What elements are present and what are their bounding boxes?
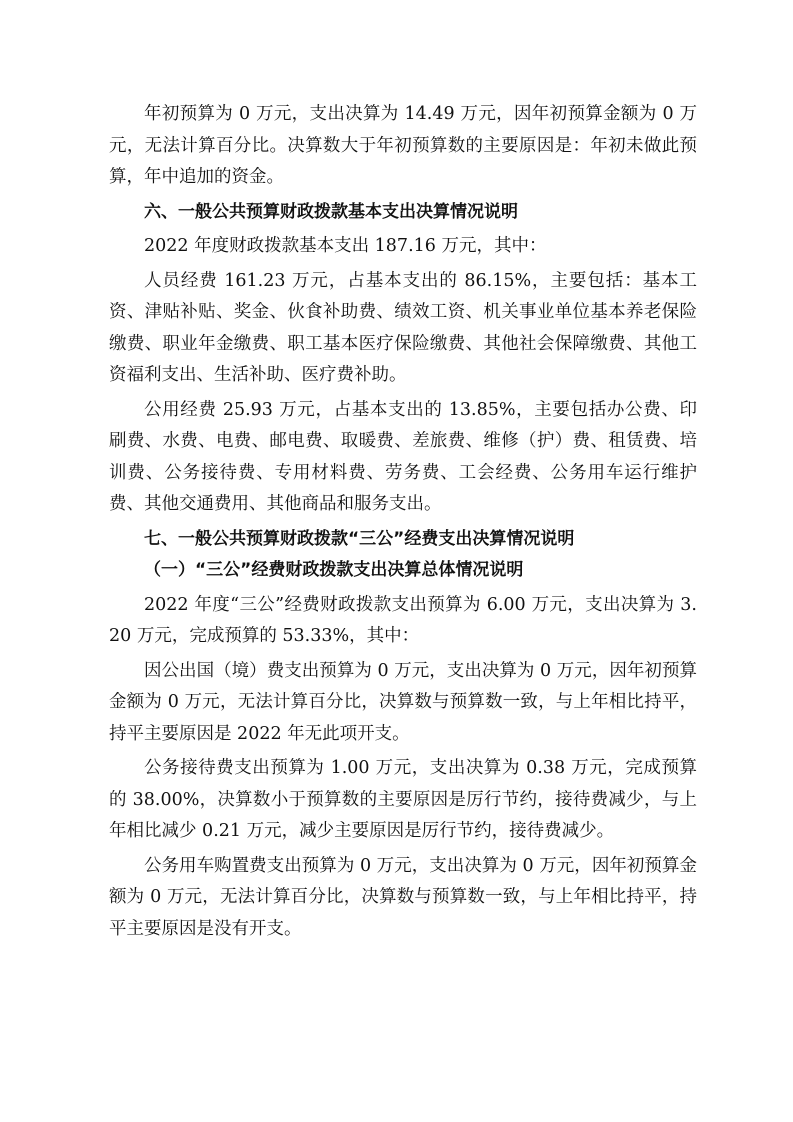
- paragraph-public-expenses: 公用经费 25.93 万元，占基本支出的 13.85%，主要包括办公费、印刷费、水费、电费、邮电费、取暖费、差旅费、维修（护）费、租赁费、培训费、公务接待费、专用材料费、劳务费、工会经费、公务用车运行维护费、其他交通费用、其他商品和服务支出。: [109, 399, 697, 514]
- paragraph-overseas-travel: 因公出国（境）费支出预算为 0 万元，支出决算为 0 万元，因年初预算金额为 0 万元，无法计算百分比，决算数与预算数一致，与上年相比持平，持平主要原因是 2022 年无此项开支。: [109, 660, 697, 744]
- document-body: [109, 99, 697, 945]
- paragraph-basic-expenditure-total: 2022 年度财政拨款基本支出 187.16 万元，其中：: [144, 236, 547, 256]
- paragraph-budget-increase: 年初预算为 0 万元，支出决算为 14.49 万元，因年初预算金额为 0 万元，无法计算百分比。决算数大于年初预算数的主要原因是：年初未做此预算，年中追加的资金。: [109, 104, 697, 187]
- subsection-heading-7-1: （一）“三公”经费财政拨款支出决算总体情况说明: [144, 560, 524, 580]
- paragraph-three-public-total: 2022 年度“三公”经费财政拨款支出预算为 6.00 万元，支出决算为 3.20 万元，完成预算的 53.33%，其中：: [109, 594, 697, 646]
- paragraph-official-reception: 公务接待费支出预算为 1.00 万元，支出决算为 0.38 万元，完成预算的 38.00%，决算数小于预算数的主要原因是厉行节约，接待费减少，与上年相比减少 0.21 万元，减少主要原因是厉行节约，接待费减少。: [109, 758, 697, 841]
- paragraph-vehicle-purchase: 公务用车购置费支出预算为 0 万元，支出决算为 0 万元，因年初预算金额为 0 万元，无法计算百分比，决算数与预算数一致，与上年相比持平，持平主要原因是没有开支。: [109, 855, 697, 939]
- section-heading-7: 七、一般公共预算财政拨款“三公”经费支出决算情况说明: [144, 528, 575, 549]
- paragraph-personnel-expenses: 人员经费 161.23 万元，占基本支出的 86.15%，主要包括：基本工资、津贴补贴、奖金、伙食补助费、绩效工资、机关事业单位基本养老保险缴费、职业年金缴费、职工基本医疗保险缴费、其他社会保障缴费、其他工资福利支出、生活补助、医疗费补助。: [109, 270, 697, 385]
- section-heading-6: 六、一般公共预算财政拨款基本支出决算情况说明: [144, 201, 518, 222]
